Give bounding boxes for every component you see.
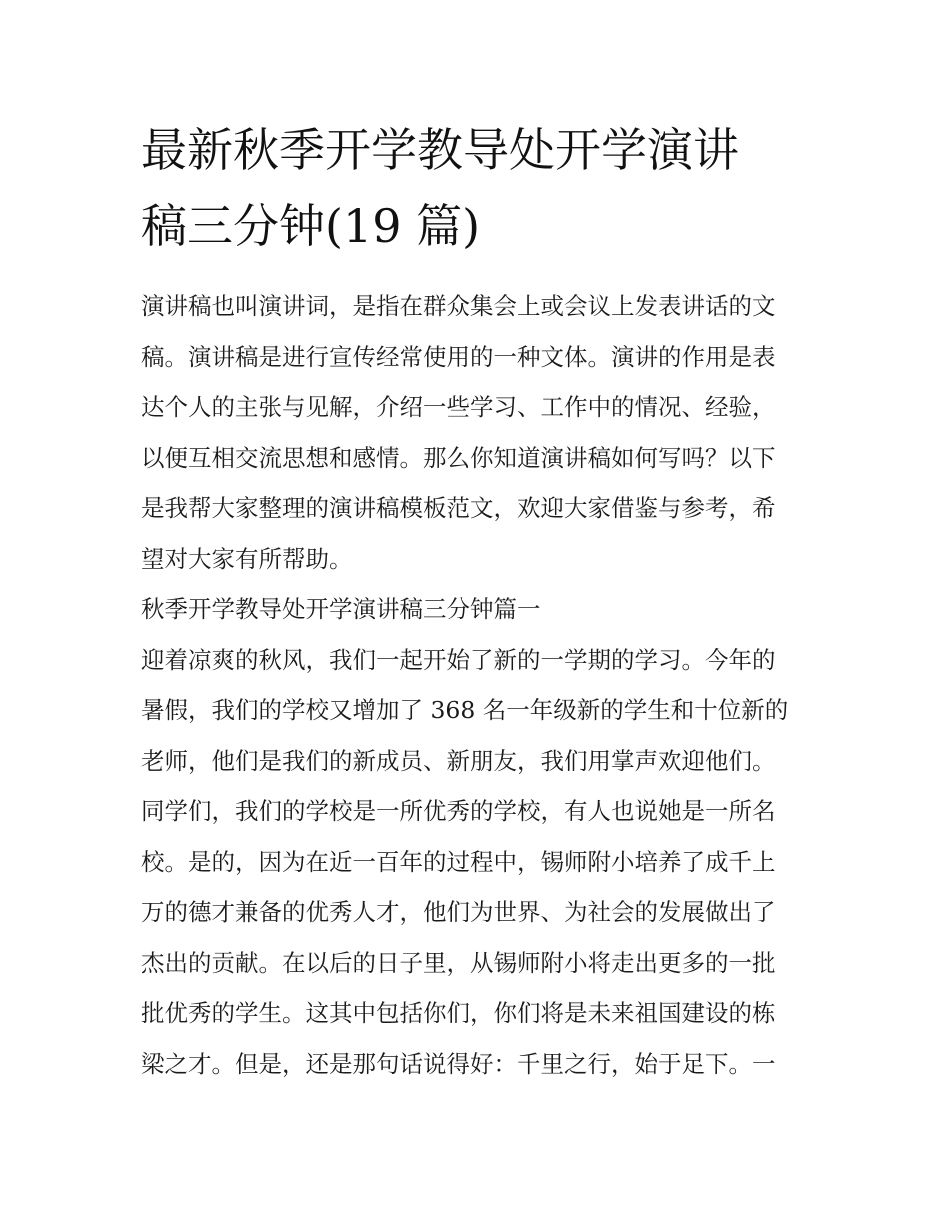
body-line-1: 迎着凉爽的秋风，我们一起开始了新的一学期的学习。今年的 (141, 645, 776, 674)
intro-line-1: 演讲稿也叫演讲词，是指在群众集会上或会议上发表讲话的文 (141, 292, 776, 320)
document-title (141, 112, 813, 264)
body-line-6: 万的德才兼备的优秀人才，他们为世界、为社会的发展做出了 (141, 898, 776, 926)
body-line-7: 杰出的贡献。在以后的日子里，从锡师附小将走出更多的一批 (141, 948, 776, 977)
document-content (141, 112, 813, 1089)
intro-line-3: 达个人的主张与见解，介绍一些学习、工作中的情况、经验， (141, 393, 776, 421)
body-line-8: 批优秀的学生。这其中包括你们，你们将是未来祖国建设的栋 (141, 999, 776, 1027)
body-line-3: 老师，他们是我们的新成员、新朋友，我们用掌声欢迎他们。 (141, 746, 776, 775)
document-body (141, 281, 813, 1089)
section-heading: 秋季开学教导处开学演讲稿三分钟篇一 (141, 595, 541, 623)
intro-line-4: 以便互相交流思想和感情。那么你知道演讲稿如何写吗？以下 (141, 443, 776, 472)
intro-line-5: 是我帮大家整理的演讲稿模板范文，欢迎大家借鉴与参考，希 (141, 494, 776, 522)
body-line-2: 暑假，我们的学校又增加了 368 名一年级新的学生和十位新的 (141, 696, 789, 724)
title-line-2: 稿三分钟(19 篇) (141, 199, 481, 253)
body-line-9: 梁之才。但是，还是那句话说得好：千里之行，始于足下。一 (141, 1049, 776, 1078)
body-line-4: 同学们，我们的学校是一所优秀的学校，有人也说她是一所名 (141, 797, 776, 825)
title-line-1: 最新秋季开学教导处开学演讲 (141, 123, 739, 177)
intro-line-2: 稿。演讲稿是进行宣传经常使用的一种文体。演讲的作用是表 (141, 342, 776, 371)
body-line-5: 校。是的，因为在近一百年的过程中，锡师附小培养了成千上 (141, 847, 776, 876)
intro-line-6: 望对大家有所帮助。 (141, 544, 353, 573)
